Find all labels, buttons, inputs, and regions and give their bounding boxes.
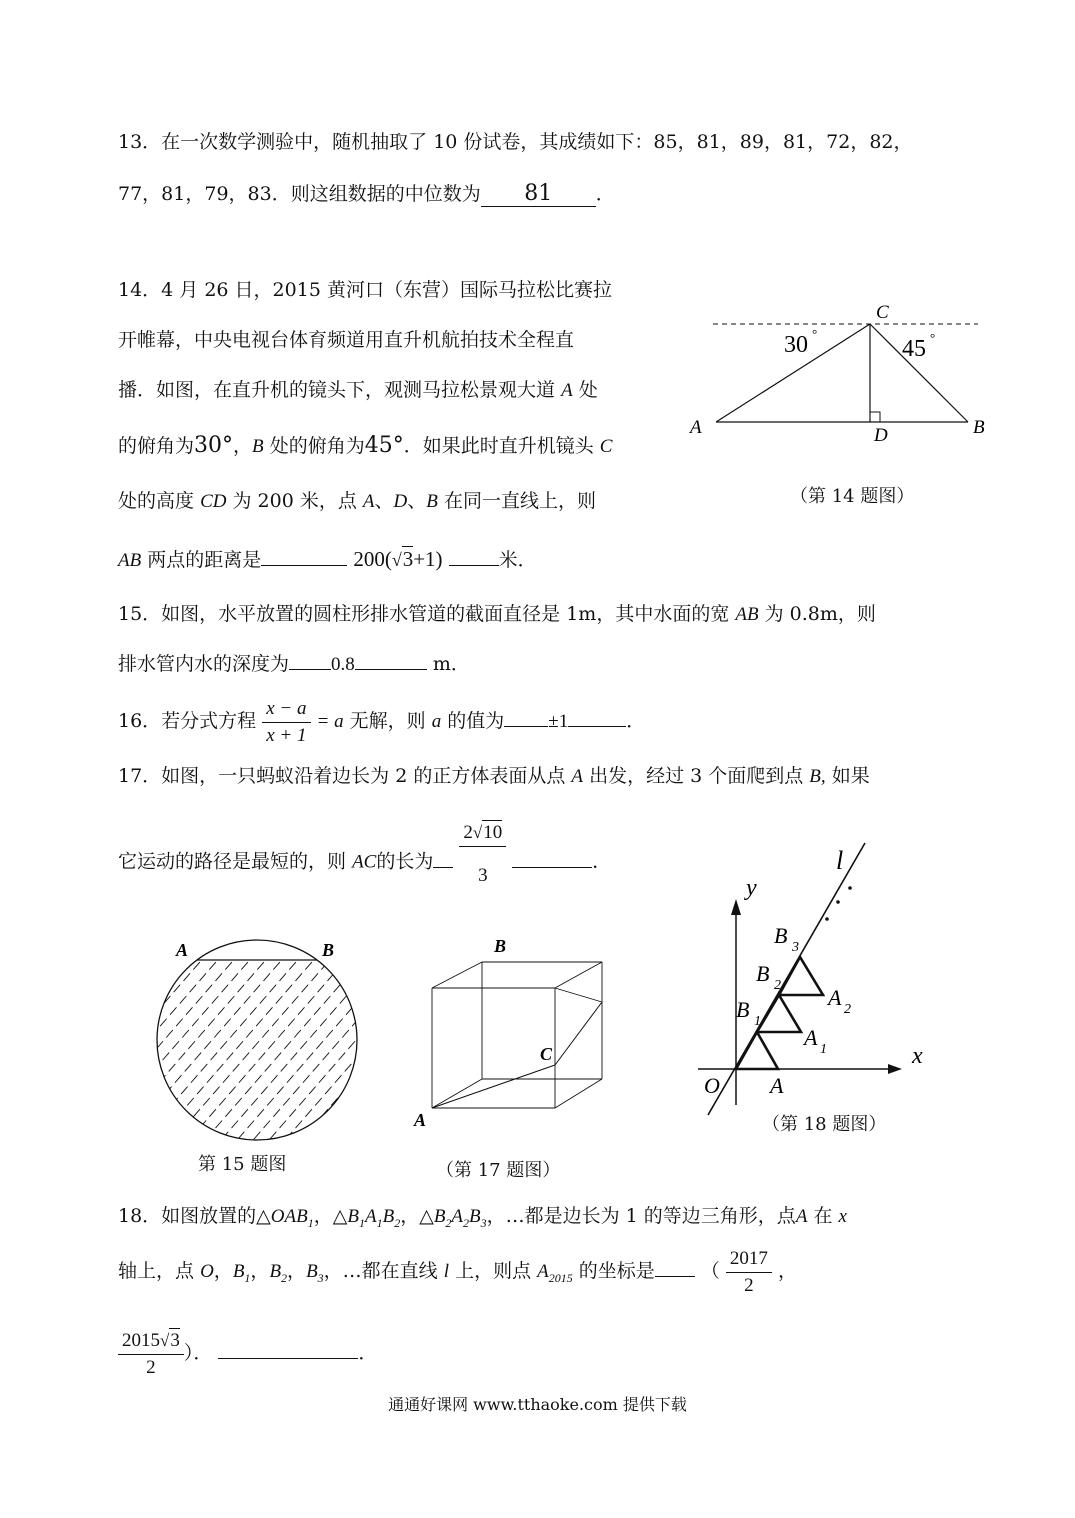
q18-label-b2: B [756, 961, 770, 986]
q18-comma2: ， [777, 1260, 797, 1282]
q17-text1e: 如果 [831, 765, 870, 787]
q18-label-a1-sub: 1 [820, 1042, 827, 1057]
q14-figure [688, 300, 1008, 446]
q14-pa: A [362, 491, 375, 512]
q14-text3a: 播．如图，在直升机的镜头下，观测马拉松景观大道 [118, 379, 556, 401]
q18-frac1-num: 2017 [726, 1246, 772, 1273]
q18-end: ． [358, 1342, 378, 1364]
q14-point-b: B [252, 436, 264, 457]
q14-right-angle-mark [870, 412, 880, 422]
q14-pd: D [393, 491, 408, 512]
q14-text4a: 的俯角为 [118, 435, 195, 457]
q18-pb1: B [232, 1261, 245, 1282]
q18-sep2: ，△ [400, 1205, 434, 1227]
q15-hatch-line [42, 932, 242, 1162]
q18-frac2-rad: 3 [170, 1329, 180, 1351]
q18-frac2-coef: 2015 [122, 1329, 160, 1351]
q13-line2 [118, 180, 615, 208]
q17-text2c: 的长为 [376, 850, 434, 873]
q17-answer-numerator: 2√10 [463, 822, 503, 843]
q18-triangle-b1a1b2 [757, 995, 801, 1032]
q15-hatch-line [26, 932, 226, 1162]
q14-label-30: 30 [784, 332, 808, 358]
q18-text1b: ，…都是边长为 1 的等边三角形，点 [486, 1205, 796, 1227]
q18-figure [690, 835, 950, 1120]
q14-label-a: A [690, 417, 702, 438]
q18-text2a: 轴上，点 [118, 1260, 195, 1282]
q15-hatch-line [0, 932, 146, 1162]
q15-text1c: 为 0.8m，则 [764, 603, 876, 625]
q17-edge-conn-tl [432, 962, 482, 988]
q18-t3a: B [433, 1206, 446, 1227]
q14-deg-45: ° [930, 330, 936, 345]
q17-path-ac [432, 1065, 555, 1108]
q18-blank1 [655, 1276, 695, 1277]
q18-caption: （第 18 题图） [762, 1114, 887, 1135]
q18-t2a: B [347, 1206, 359, 1227]
q13-text: 77，81，79，83．则这组数据的中位数为 [118, 183, 481, 205]
q17-text2a: 它运动的路径是最短的，则 [118, 850, 347, 873]
q18-y-arrow [731, 899, 741, 915]
q15-blank1 [289, 669, 331, 670]
q13-line1: 13．在一次数学测验中，随机抽取了 10 份试卷，其成绩如下：85，81，89，81，72，82， [118, 131, 913, 153]
q15-hatch-line [218, 932, 418, 1162]
q16-denominator: x + 1 [266, 724, 307, 746]
q18-comma-c: ， [287, 1260, 307, 1282]
q18-blank2 [218, 1358, 358, 1359]
q15-text2a: 排水管内水的深度为 [118, 653, 290, 675]
q18-pb3-sub: 3 [317, 1270, 324, 1285]
q14-line1: 14．4 月 26 日，2015 黄河口（东营）国际马拉松比赛拉 [118, 279, 612, 301]
q18-frac2 [118, 1328, 184, 1381]
q16-end: ． [626, 710, 646, 732]
q18-text2g: 的坐标是 [578, 1260, 655, 1282]
q17-text1a: 17．如图，一只蚂蚁沿着边长为 2 的正方体表面从点 [118, 765, 566, 787]
q18-dot-1 [825, 917, 829, 921]
q15-hatch-line [170, 932, 370, 1162]
q18-frac2-den: 2 [146, 1356, 156, 1378]
q18-sep1: ，△ [313, 1205, 348, 1227]
q14-point-c: C [599, 436, 613, 457]
q18-pb2: B [269, 1261, 282, 1282]
q18-frac1 [726, 1246, 772, 1299]
q14-caption: （第 14 题图） [790, 486, 915, 507]
q18-t3a-sub: 2 [445, 1215, 452, 1230]
q18-label-a1: A [804, 1025, 818, 1050]
q18-text2b: ，…都在直线 [323, 1260, 438, 1282]
q18-label-y: y [746, 875, 757, 901]
q15-hatch-line [202, 932, 402, 1162]
q17-path-top [555, 988, 602, 1002]
q14-text4d: 处的俯角为 [269, 435, 365, 457]
q15-hatch-line [122, 932, 322, 1162]
q15-caption: 第 15 题图 [198, 1154, 287, 1175]
q14-blank1 [261, 565, 347, 566]
q14-answer-pre: 200( [353, 547, 392, 571]
q17-blank2 [512, 867, 592, 868]
q15-line2 [118, 650, 470, 679]
q15-hatch-line [0, 932, 130, 1162]
q18-line3 [118, 1322, 377, 1384]
q17-ac: AC [352, 851, 377, 873]
q18-label-b2-sub: 2 [774, 978, 781, 993]
q15-hatch-line [0, 932, 194, 1162]
q18-t3b: A [451, 1206, 464, 1227]
q18-line2 [118, 1240, 797, 1309]
q18-x: x [838, 1206, 847, 1227]
q15-hatch-line [138, 932, 338, 1162]
q18-label-a2: A [828, 985, 842, 1010]
q18-pb1-sub: 1 [244, 1270, 251, 1285]
q18-line1 [118, 1202, 847, 1237]
q17-line2 [118, 820, 611, 905]
q18-label-a: A [770, 1073, 784, 1098]
q14-text5a: 处的高度 [118, 490, 195, 512]
q14-blank2 [449, 565, 499, 566]
q15-hatch-line [74, 932, 274, 1162]
q15-hatch-line [234, 932, 434, 1162]
q18-close: ）． [183, 1342, 213, 1364]
q18-dot-3 [848, 886, 852, 890]
q18-t1: OAB [270, 1206, 308, 1227]
q17-ans-rad: 10 [483, 822, 503, 843]
q16-blank2 [568, 726, 626, 727]
q16-eq: = a [316, 711, 344, 732]
q18-comma-a: ， [213, 1260, 233, 1282]
q15-hatch-line [0, 932, 178, 1162]
q15-hatch-line [58, 932, 258, 1162]
q18-pb2-sub: 2 [281, 1270, 288, 1285]
q17-label-c: C [540, 1044, 553, 1064]
q17-pa: A [571, 766, 584, 787]
q15-hatch-line [186, 932, 386, 1162]
q17-path-cb [555, 1002, 602, 1065]
q18-t1-sub: 1 [307, 1215, 314, 1230]
q18-label-b3: B [774, 923, 788, 948]
q18-t2b: A [364, 1206, 377, 1227]
q14-text5i: 在同一直线上，则 [443, 490, 596, 512]
q18-pa: A [795, 1206, 808, 1227]
q18-text1d: 在 [813, 1205, 833, 1227]
q14-angle30: 30° [194, 433, 234, 458]
q16-var: a [431, 711, 442, 732]
q14-text6b: 两点的距离是 [147, 549, 262, 571]
q14-text4e: ．如果此时直升机镜头 [403, 435, 594, 457]
q15-label-a: A [176, 940, 189, 960]
q14-cd: CD [200, 491, 227, 512]
q15-hatch-line [106, 932, 306, 1162]
q16-fraction [262, 696, 310, 749]
q14-line3 [118, 376, 598, 405]
q14-sep2: 、 [407, 490, 427, 512]
q14-angle45: 45° [364, 433, 404, 458]
q14-pb: B [426, 491, 438, 512]
q18-label-b3-sub: 3 [792, 940, 799, 955]
q18-text2d: 上，则点 [455, 1260, 532, 1282]
q18-t3c-sub: 3 [480, 1215, 487, 1230]
q18-open: （ [700, 1260, 720, 1282]
q18-t2c-sub: 2 [394, 1215, 401, 1230]
q18-triangle-oab1 [736, 1032, 778, 1069]
q17-caption: （第 17 题图） [436, 1160, 561, 1181]
q17-answer-fraction [459, 820, 506, 905]
q18-t2c: B [382, 1206, 395, 1227]
q14-answer-rad: 3 [402, 547, 414, 571]
q14-label-c: C [876, 302, 889, 323]
q17-label-a: A [414, 1110, 427, 1130]
q14-text5c: 为 200 米，点 [232, 490, 357, 512]
q17-answer-denominator: 3 [459, 846, 506, 905]
q18-text1a: 18．如图放置的△ [118, 1205, 271, 1227]
q14-deg-30: ° [812, 326, 818, 341]
q18-label-x: x [912, 1043, 923, 1069]
q14-label-d: D [874, 425, 888, 446]
q18-frac2-num: 2015√3 [118, 1328, 184, 1355]
q17-label-b: B [494, 936, 507, 956]
q13-answer: 81 [481, 182, 596, 207]
q18-x-arrow [888, 1064, 902, 1074]
q18-frac1-den: 2 [744, 1274, 754, 1296]
q18-l: l [443, 1261, 450, 1282]
q16-mid: 无解，则 [349, 710, 426, 732]
q15-unit: m． [432, 653, 470, 675]
q14-line5 [118, 487, 596, 516]
q16-line [118, 692, 645, 751]
q15-ab: AB [735, 604, 759, 625]
q14-line4 [118, 432, 612, 461]
q14-answer-post: +1) [413, 547, 443, 571]
q17-line1 [118, 762, 870, 791]
q18-label-b1: B [736, 997, 750, 1022]
q15-blank2 [355, 669, 427, 670]
q18-triangle-b2a2b3 [779, 957, 823, 995]
q18-label-b1-sub: 1 [754, 1014, 761, 1029]
q15-line1 [118, 600, 876, 629]
q18-label-o: O [704, 1073, 720, 1098]
q18-label-a2-sub: 2 [844, 1002, 851, 1017]
q17-edge-conn-tr [555, 962, 602, 988]
q15-figure [150, 932, 370, 1162]
q17-end: ． [592, 850, 612, 873]
q18-a2015: A [537, 1261, 549, 1282]
q14-sep1: 、 [374, 490, 394, 512]
q14-answer: 200(√3+1) [353, 547, 443, 571]
q16-pre: 16．若分式方程 [118, 710, 257, 732]
q15-hatch-line [0, 932, 162, 1162]
q18-p0: O [200, 1261, 214, 1282]
q17-figure [410, 932, 640, 1132]
q14-label-b: B [973, 417, 985, 438]
q16-mid2: 的值为 [447, 710, 505, 732]
q18-t3c: B [469, 1206, 481, 1227]
q14-point-a: A [561, 380, 573, 401]
q17-blank1 [433, 867, 453, 868]
q15-label-b: B [322, 940, 335, 960]
q15-hatch-line [10, 932, 210, 1162]
q14-text3c: 处 [578, 379, 598, 401]
q18-pb3: B [306, 1261, 318, 1282]
q17-ans-coef: 2 [463, 822, 473, 843]
q14-unit: 米． [498, 549, 537, 571]
q14-line2: 开帷幕，中央电视台体育频道用直升机航拍技术全程直 [118, 329, 575, 351]
q18-t2a-sub: 1 [358, 1215, 365, 1230]
q14-label-45: 45 [902, 336, 926, 362]
q18-t2b-sub: 1 [376, 1215, 383, 1230]
q18-comma-b: ， [250, 1260, 270, 1282]
q14-ab: AB [118, 550, 142, 571]
q14-text4b: ， [233, 435, 253, 457]
q17-edge-conn-br [555, 1079, 602, 1108]
q18-dot-2 [836, 900, 840, 904]
q17-text1c: 出发，经过 3 个面爬到点 [589, 765, 804, 787]
q15-text1a: 15．如图，水平放置的圆柱形排水管道的截面直径是 1m，其中水面的宽 [118, 603, 730, 625]
q17-pb: B, [809, 766, 826, 787]
q13-end: ． [595, 183, 615, 205]
q15-answer: 0.8 [331, 654, 355, 675]
q18-label-l: l [836, 846, 844, 875]
q18-a2015-sub: 2015 [548, 1270, 573, 1285]
footer-source: 通通好课网 www.tthaoke.com 提供下载 [388, 1395, 687, 1414]
q14-line6 [118, 545, 537, 575]
q16-numerator: x − a [262, 696, 310, 723]
q16-answer: ±1 [548, 711, 569, 732]
q15-hatch-line [154, 932, 354, 1162]
q16-blank1 [504, 726, 548, 727]
q18-t3b-sub: 2 [463, 1215, 470, 1230]
